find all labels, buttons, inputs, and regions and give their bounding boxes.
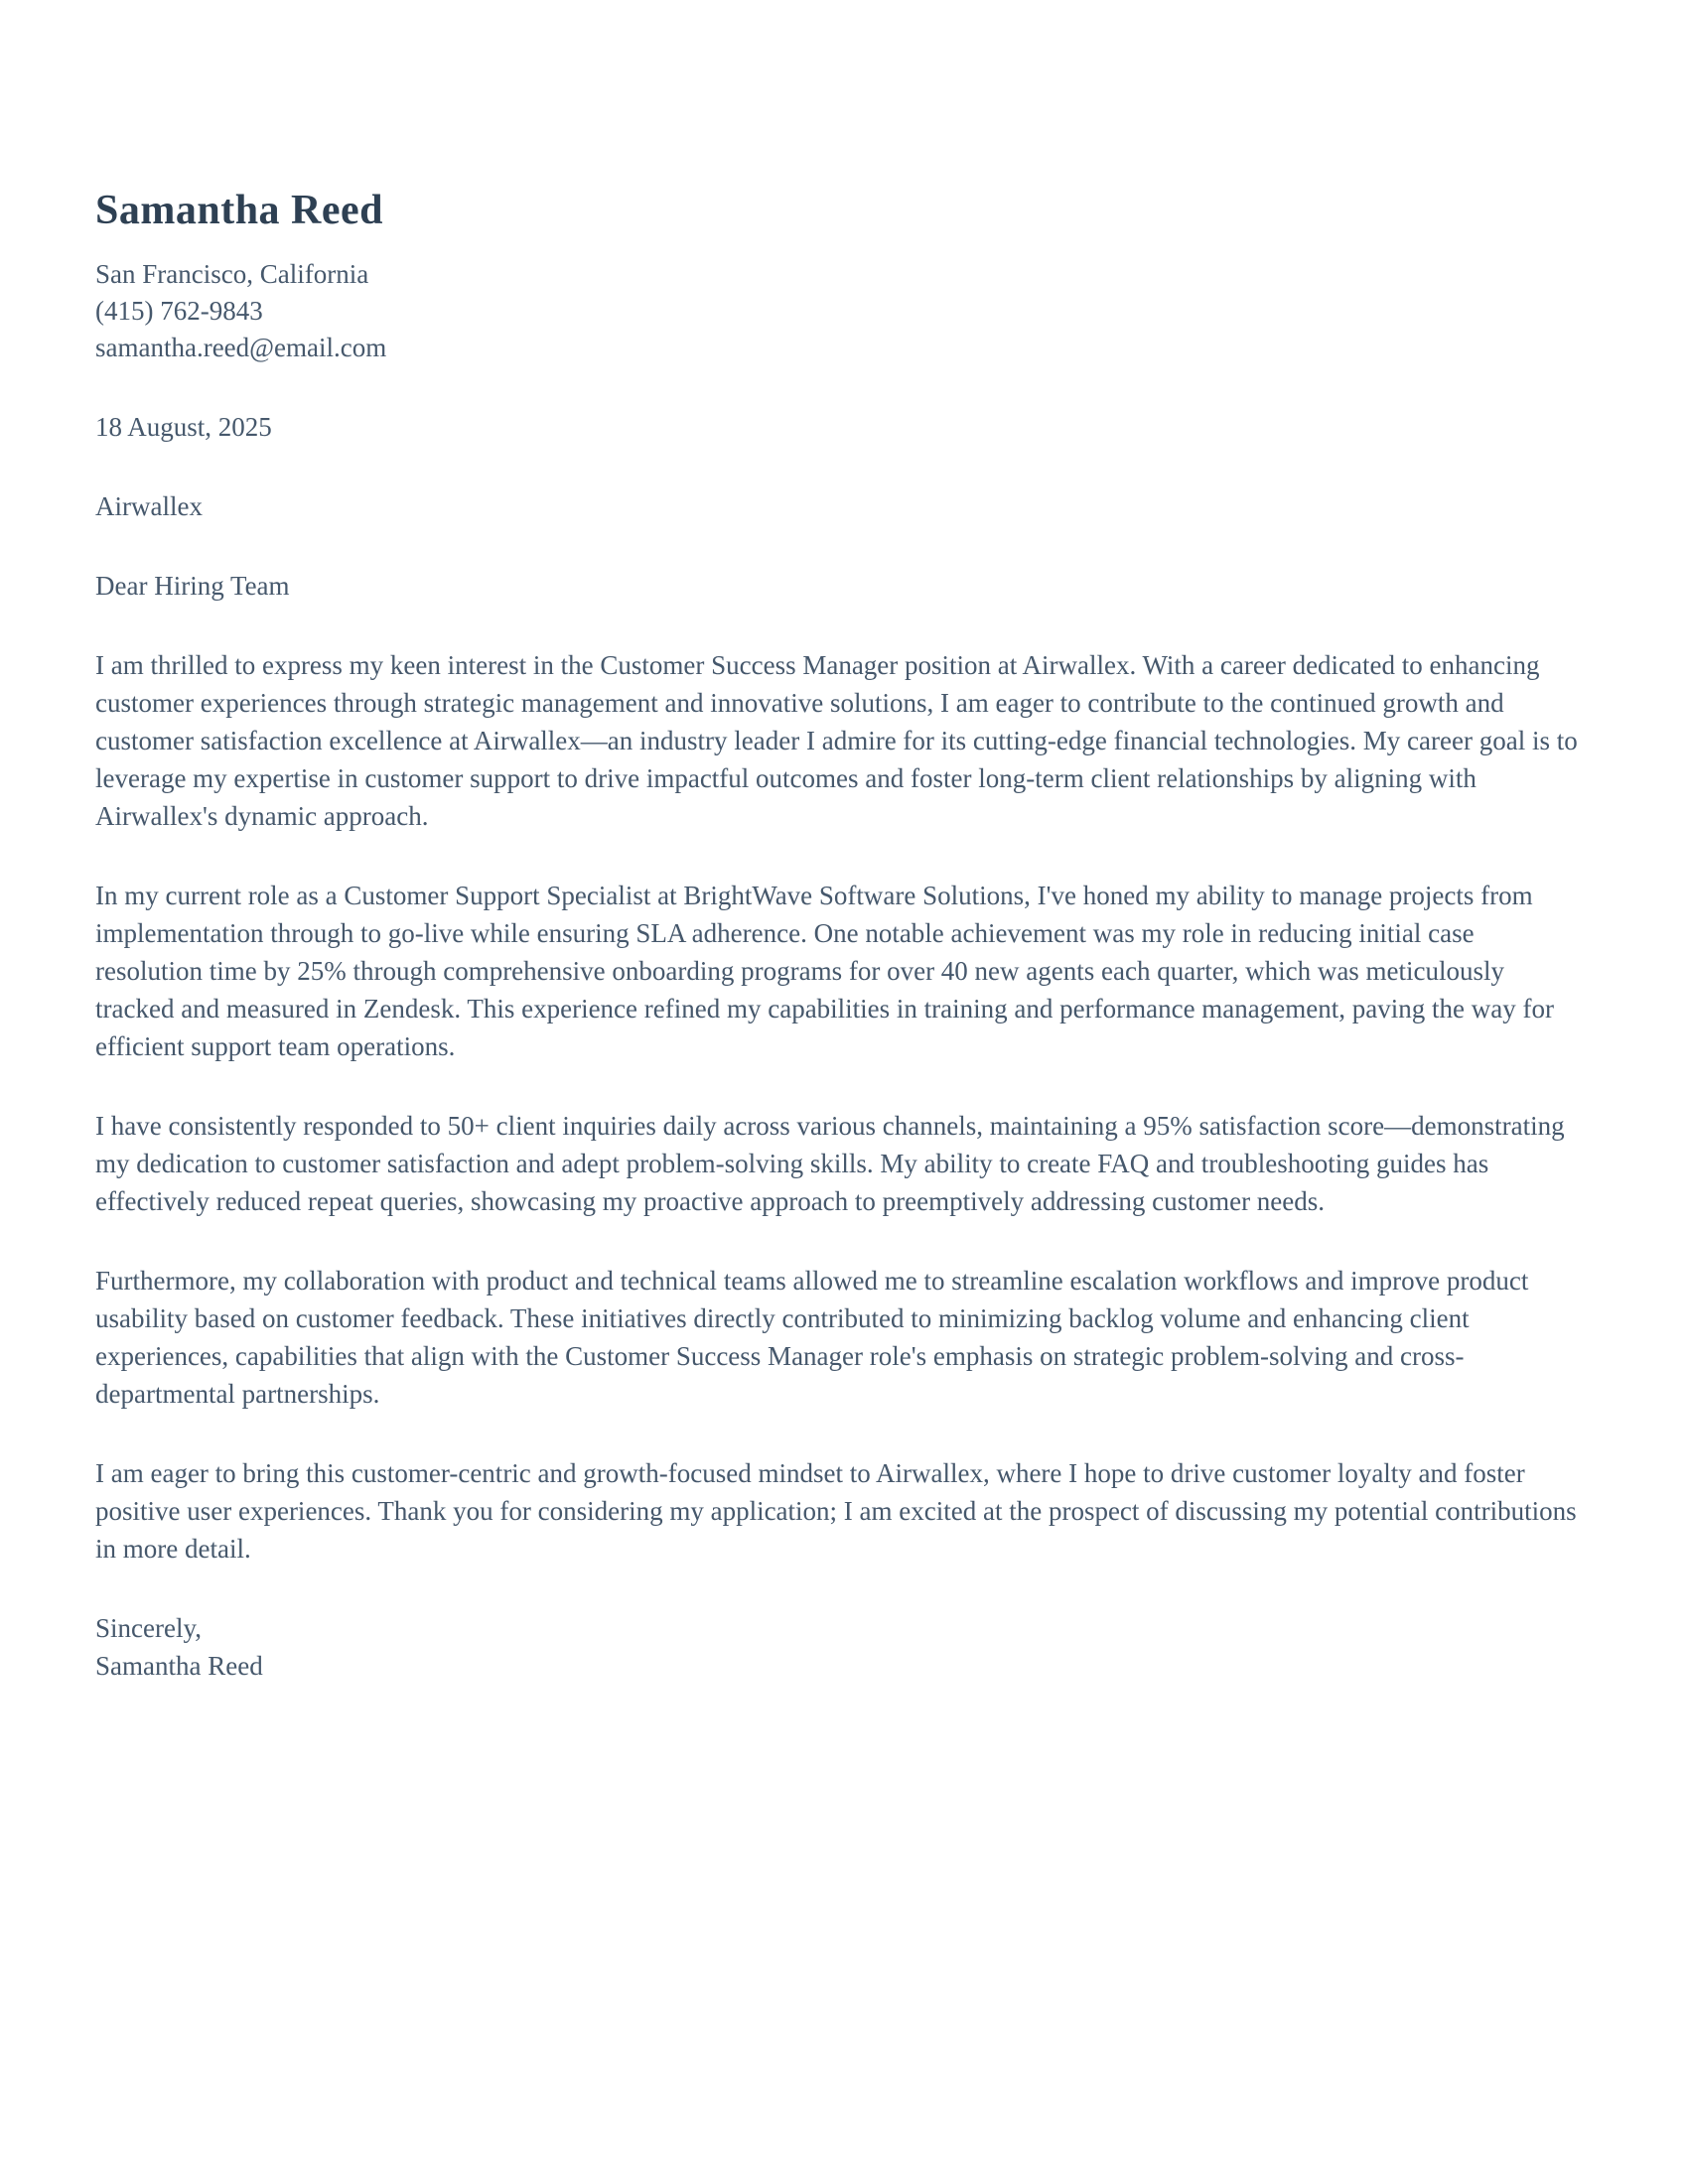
sender-location: San Francisco, California [95,259,369,289]
letter-header [95,187,1579,366]
sender-phone: (415) 762-9843 [95,296,263,326]
salutation: Dear Hiring Team [95,571,290,601]
letter-body [95,646,1579,1568]
sender-name: Samantha Reed [95,188,384,233]
sender-email: samantha.reed@email.com [95,333,387,362]
paragraph-introduction: I am thrilled to express my keen interest in the Customer Success Manager position at Airwallex. With a career dedicated to enhancing customer experiences through strategic management and innovative solutions, I am eager to contribute to the continued growth and customer satisfaction excellence at Airwallex—an industry leader I admire for its cutting-edge financial technologies. My career goal is to leverage my expertise in customer support to drive impactful outcomes and foster long-term client relationships by aligning with Airwallex's dynamic approach. [95,650,1578,831]
closing-signature: Samantha Reed [95,1651,263,1681]
letter-date: 18 August, 2025 [95,412,272,442]
paragraph-collaboration: Furthermore, my collaboration with product and technical teams allowed me to streamline escalation workflows and improve product usability based on customer feedback. These initiatives directly contributed to minimizing backlog volume and enhancing client experiences, capabilities that align with the Customer Success Manager role's emphasis on strategic problem-solving and cross-departmental partnerships. [95,1266,1529,1409]
paragraph-conclusion: I am eager to bring this customer-centric and growth-focused mindset to Airwallex, where I hope to drive customer loyalty and foster positive user experiences. Thank you for considering my application; I am excited at the prospect of discussing my potential contributions in more detail. [95,1458,1577,1564]
closing-signoff: Sincerely, [95,1613,202,1643]
paragraph-client-inquiries: I have consistently responded to 50+ client inquiries daily across various channels, maintaining a 95% satisfaction score—demonstrating my dedication to customer satisfaction and adept problem-solving skills. My ability to create FAQ and troubleshooting guides has effectively reduced repeat queries, showcasing my proactive approach to preemptively addressing customer needs. [95,1111,1565,1216]
paragraph-current-role: In my current role as a Customer Support Specialist at BrightWave Software Solutions, I've honed my ability to manage projects from implementation through to go-live while ensuring SLA adherence. One notable achievement was my role in reducing initial case resolution time by 25% through comprehensive onboarding programs for over 40 new agents each quarter, which was meticulously tracked and measured in Zendesk. This experience refined my capabilities in training and performance management, paving the way for efficient support team operations. [95,881,1554,1061]
letter-closing [95,1609,1579,1685]
recipient-company: Airwallex [95,491,203,521]
